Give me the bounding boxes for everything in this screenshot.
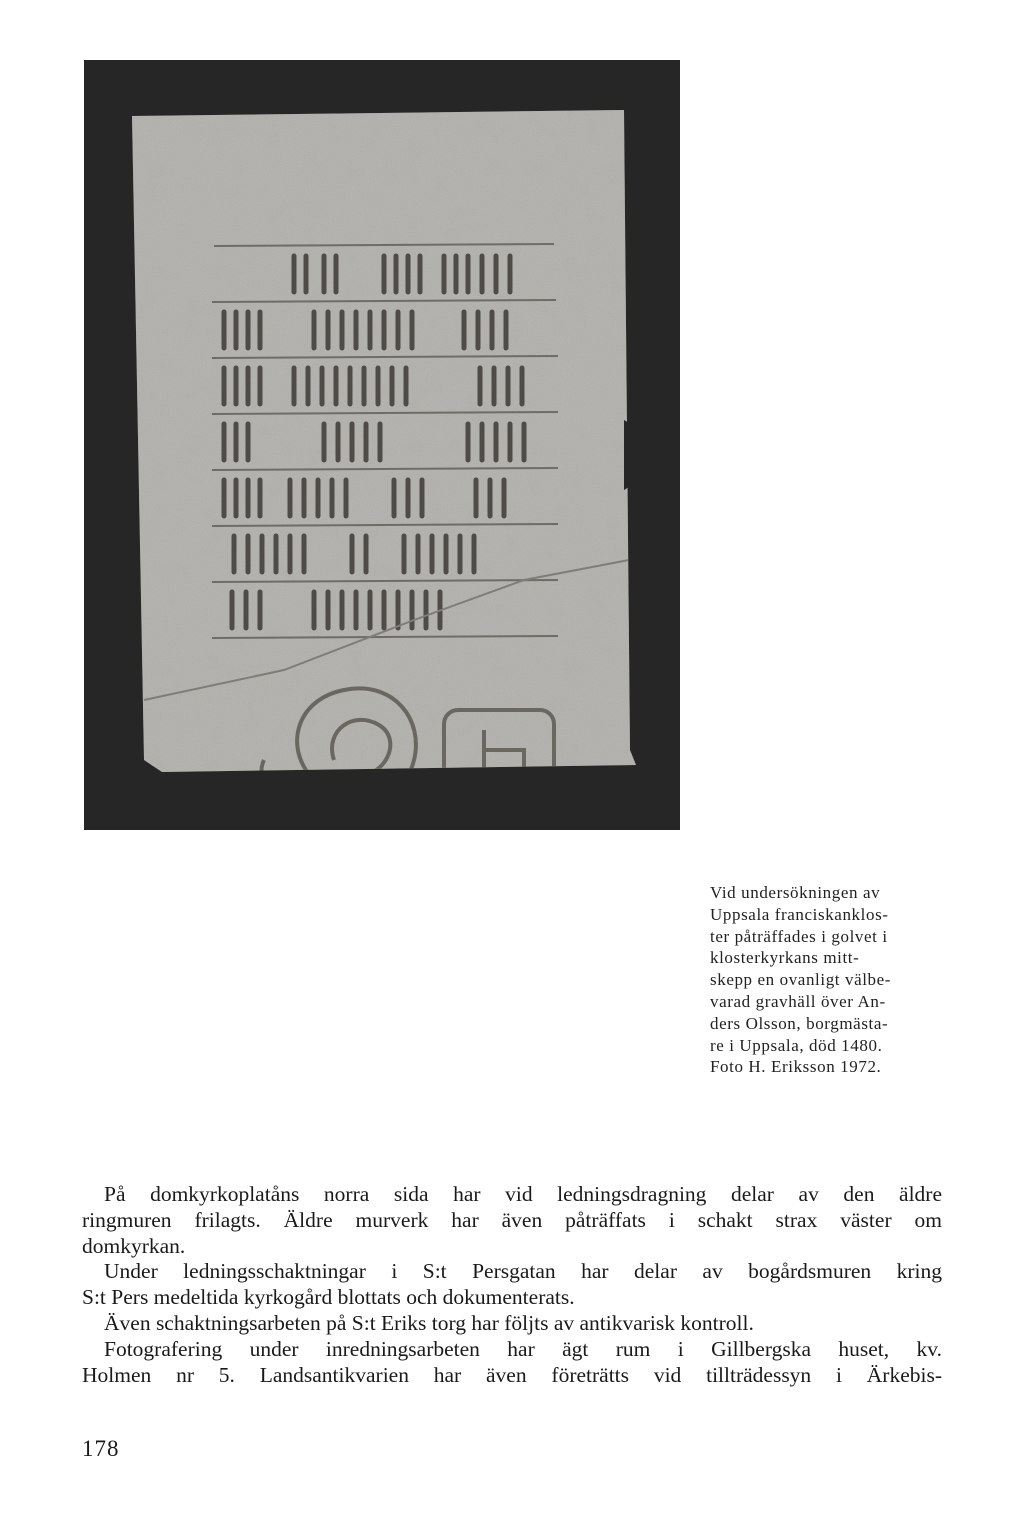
- caption-line: varad gravhäll över An-: [710, 991, 886, 1011]
- caption-line: re i Uppsala, död 1480.: [710, 1035, 883, 1055]
- page-number: 178: [82, 1436, 120, 1461]
- caption-line: klosterkyrkans mitt-: [710, 948, 860, 968]
- caption-line: Foto H. Eriksson 1972.: [710, 1057, 882, 1077]
- caption-line: Uppsala franciskanklos-: [710, 904, 889, 924]
- body-line: På domkyrkoplatåns norra sida har vid ledningsdragning delar av den äldre: [104, 1182, 942, 1206]
- body-line: domkyrkan.: [82, 1233, 186, 1258]
- body-line: S:t Pers medeltida kyrkogård blottats och dokumenterats.: [82, 1285, 575, 1310]
- caption-line: skepp en ovanligt välbe-: [710, 970, 892, 990]
- body-line: Holmen nr 5. Landsantikvarien har även företrätts vid tillträdessyn i Ärkebis-: [82, 1362, 942, 1387]
- body-line: ringmuren frilagts. Äldre murverk har även påträffats i schakt strax väster om: [82, 1207, 942, 1232]
- body-line: Fotografering under inredningsarbeten har ägt rum i Gillbergska huset, kv.: [104, 1336, 942, 1361]
- body-line: Under ledningsschaktningar i S:t Persgatan har delar av bogårdsmuren kring: [104, 1259, 942, 1284]
- gravestone-photo: [84, 60, 680, 830]
- body-line: Även schaktningsarbeten på S:t Eriks torg har följts av antikvarisk kontroll.: [104, 1310, 754, 1335]
- caption-line: ders Olsson, borgmästa-: [710, 1013, 889, 1033]
- body-text: [82, 1182, 942, 1388]
- caption-line: ter påträffades i golvet i: [710, 926, 888, 946]
- figure-caption: [710, 882, 960, 1078]
- caption-line: Vid undersökningen av: [710, 883, 881, 902]
